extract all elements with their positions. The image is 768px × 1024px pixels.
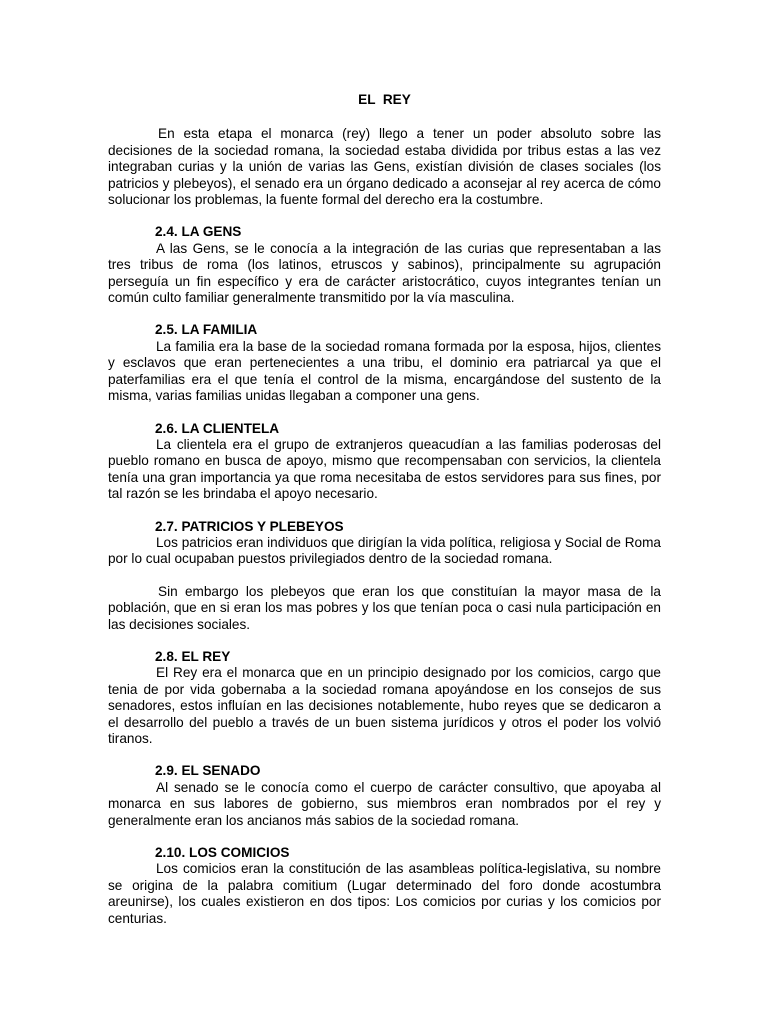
section-rey [108,649,661,747]
document-page [108,92,661,927]
section-paragraph: El Rey era el monarca que en un principio designado por los comicios, cargo que tenia de por vida gobernaba a la sociedad romana apoyándose en los consejos de sus senadores, estos influían en las decisiones notablemente, hubo reyes que se dedicaron a el desarrollo del pueblo a través de un buen sistema jurídicos y otros el poder los volvió tiranos. [108,665,661,746]
section-paragraph: La clientela era el grupo de extranjeros queacudían a las familias poderosas del pueblo romano en busca de apoyo, mismo que recompensaban con servicios, la clientela tenía una gran importancia ya que roma necesitaba de estos servidores para sus fines, por tal razón se les brindaba el apoyo necesario. [108,436,661,502]
section-heading: 2.4. LA GENS [155,224,242,240]
section-comicios [108,845,661,927]
section-heading: 2.7. PATRICIOS Y PLEBEYOS [155,518,344,534]
intro-paragraph: En esta etapa el monarca (rey) llego a tener un poder absoluto sobre las decisiones de la sociedad romana, la sociedad estaba dividida por tribus estas a las vez integraban curias y la unión de varias las Gens, existían división de clases sociales (los patricios y plebeyos), el senado era un órgano dedicado a aconsejar al rey acerca de cómo solucionar los problemas, la fuente formal del derecho era la costumbre. [108,126,661,208]
section-paragraph: Los patricios eran individuos que dirigían la vida política, religiosa y Social de Roma por lo cual ocupaban puestos privilegiados dentro de la sociedad romana. [108,534,661,567]
section-paragraph: Los comicios eran la constitución de las asambleas política-legislativa, su nombre se origina de la palabra comitium (Lugar determinado del foro donde acostumbra areunirse), los cuales existieron en dos tipos: Los comicios por curias y los comicios por centurias. [108,861,661,926]
section-patricios-plebeyos [108,519,661,633]
section-senado [108,763,661,829]
section-clientela [108,421,661,503]
section-familia [108,322,661,404]
section-heading: 2.5. LA FAMILIA [155,322,258,338]
section-paragraph: La familia era la base de la sociedad romana formada por la esposa, hijos, clientes y esclavos que eran pertenecientes a una tribu, el dominio era patriarcal ya que el paterfamilias era el que tenía el control de la misma, encargándose del sustento de la misma, varias familias unidas llegaban a componer una gens. [108,338,661,404]
section-paragraph: Sin embargo los plebeyos que eran los que constituían la mayor masa de la población, que en si eran los mas pobres y los que tenían poca o casi nula participación en las decisiones sociales. [108,583,661,632]
section-paragraph: Al senado se le conocía como el cuerpo de carácter consultivo, que apoyaba al monarca en sus labores de gobierno, sus miembros eran nombrados por el rey y generalmente eran los ancianos más sabios de la sociedad romana. [108,779,661,828]
section-heading: 2.6. LA CLIENTELA [155,420,280,436]
section-heading: 2.9. EL SENADO [155,763,261,779]
section-heading: 2.8. EL REY [155,648,231,664]
document-title: EL REY [358,92,411,107]
section-gens [108,224,661,306]
section-heading: 2.10. LOS COMICIOS [155,845,290,861]
section-paragraph: A las Gens, se le conocía a la integración de las curias que representaban a las tres tribus de roma (los latinos, etruscos y sabinos), principalmente su agrupación perseguía un fin específico y era de carácter aristocrático, cuyos integrantes tenían un común culto familiar generalmente transmitido por la vía masculina. [108,240,661,306]
